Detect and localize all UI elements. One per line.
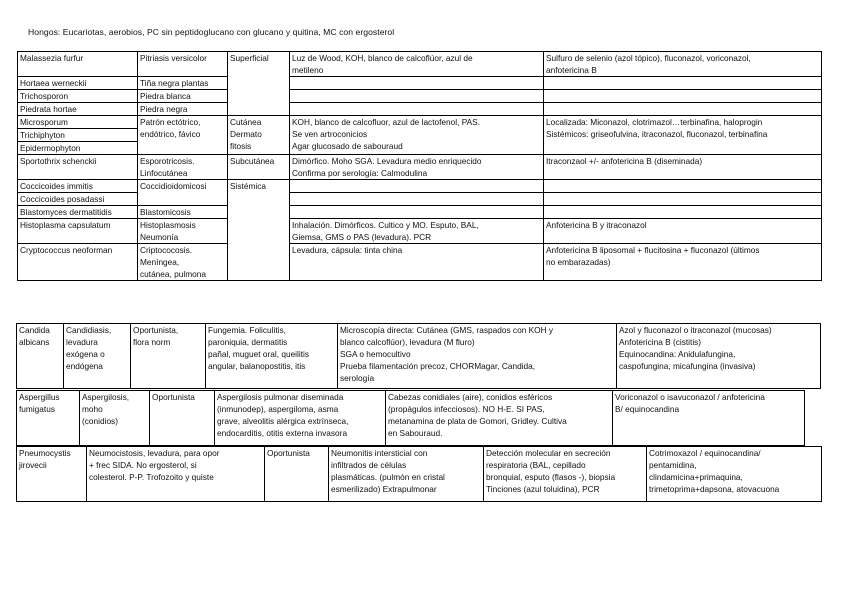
diagnosis-cell: KOH, blanco de calcofluor, azul de lactofenol, PAS. Se ven artroconicios Agar glucosado de sabouraud	[290, 116, 544, 155]
table-row	[18, 244, 822, 281]
candida-row-table	[16, 323, 821, 389]
diagnosis-cell	[290, 180, 544, 193]
organism-cell: Trichosporon	[18, 90, 138, 103]
mycosis-type-cell	[228, 103, 290, 116]
diagnosis-cell	[290, 206, 544, 219]
diagnosis-cell: Dimórfico. Moho SGA. Levadura medio enriquecido Confirma por serología: Calmodulina	[290, 155, 544, 180]
mycosis-type-cell: Superficial	[228, 52, 290, 77]
disease-cell: Piedra negra	[138, 103, 228, 116]
mycosis-type-cell: Sistémica	[228, 180, 290, 193]
table-row	[18, 206, 822, 219]
disease-cell: Tiña negra plantas	[138, 77, 228, 90]
mycosis-type-cell: Cutánea Dermato fitosis	[228, 116, 290, 155]
table-row	[18, 52, 822, 77]
organism-cell: Epidermophyton	[18, 142, 138, 155]
disease-cell: Coccidioidomicosi	[138, 180, 228, 193]
treatment-cell	[544, 206, 822, 219]
page-title: Hongos: Eucariotas, aerobios, PC sin peptidoglucano con glucano y quitina, MC con ergosterol	[28, 27, 395, 37]
treatment-cell: Sulfuro de selenio (azol tópico), fluconazol, voriconazol, anfotericina B	[544, 52, 822, 77]
organism-cell: Malassezia furfur	[18, 52, 138, 77]
organism-cell: Cryptococcus neoforman	[18, 244, 138, 281]
mycosis-type-cell	[228, 77, 290, 90]
organism-cell: Histoplasma capsulatum	[18, 219, 138, 244]
diagnosis-cell: Luz de Wood, KOH, blanco de calcoflúor, azul de metileno	[290, 52, 544, 77]
table-row	[17, 391, 805, 446]
disease-cell: Patrón ectótrico, endótrico, fávico	[138, 116, 228, 155]
table-row	[18, 116, 822, 129]
disease-cell: Pitriasis versicolor	[138, 52, 228, 77]
treatment-cell: Localizada: Miconazol, clotrimazol…terbinafina, haloprogin Sistémicos: griseofulvina, itraconazol, fluconazol, terbinafina	[544, 116, 822, 155]
pathogen-type-cell: Oportunista	[150, 391, 215, 446]
diagnosis-cell	[290, 193, 544, 206]
mycosis-type-cell	[228, 90, 290, 103]
disease-cell: Criptococosis. Meníngea, cutánea, pulmona	[138, 244, 228, 281]
treatment-cell: Voriconazol o isavuconazol / anfotericina B/ equinocandina	[613, 391, 805, 446]
disease-cell: Aspergilosis, moho (conidios)	[80, 391, 150, 446]
diagnosis-cell: Levadura, cápsula: tinta china	[290, 244, 544, 281]
treatment-cell	[544, 180, 822, 193]
diagnosis-cell	[290, 77, 544, 90]
organism-cell: Coccicoides immitis	[18, 180, 138, 193]
treatment-cell: Anfotericina B liposomal + flucitosina + fluconazol (últimos no embarazadas)	[544, 244, 822, 281]
table-row	[18, 90, 822, 103]
treatment-cell	[544, 103, 822, 116]
disease-cell: Candidiasis, levadura exógena o endógena	[64, 324, 131, 389]
disease-cell: Neumocistosis, levadura, para opor + frec SIDA. No ergosterol, si colesterol. P-P. Trofozoito y quiste	[87, 447, 265, 502]
treatment-cell: Itraconzaol +/- anfotericina B (diseminada)	[544, 155, 822, 180]
organism-cell: Pneumocystis jirovecii	[17, 447, 87, 502]
diagnosis-cell: Cabezas conidiales (aire), conidios esféricos (propágulos infecciosos). NO H-E. SI PAS, metanamina de plata de Gomori, Gridley. Cultiva en Sabouraud.	[386, 391, 613, 446]
disease-cell: Esporotricosis. Linfocutánea	[138, 155, 228, 180]
treatment-cell	[544, 193, 822, 206]
disease-cell: Histoplasmosis Neumonía	[138, 219, 228, 244]
table-row	[17, 447, 822, 502]
fungi-classification-table	[17, 51, 822, 281]
mycosis-type-cell: Subcutánea	[228, 155, 290, 180]
organism-cell: Candida albicans	[17, 324, 64, 389]
treatment-cell	[544, 90, 822, 103]
mycosis-type-cell	[228, 206, 290, 219]
diagnosis-cell: Inhalación. Dimórficos. Cultico y MO. Esputo, BAL, Giemsa, GMS o PAS (levadura). PCR	[290, 219, 544, 244]
table-row	[18, 193, 822, 206]
diagnosis-cell	[290, 90, 544, 103]
table-row	[18, 103, 822, 116]
pathogen-type-cell: Oportunista, flora norm	[131, 324, 206, 389]
treatment-cell: Cotrimoxazol / equinocandina/ pentamidina, clindamicina+primaquina, trimetoprima+dapsona, atovacuona	[647, 447, 822, 502]
diagnosis-cell: Detección molecular en secreción respiratoria (BAL, cepillado bronquial, esputo (flasos -), biopsia Tinciones (azul toluidina), PCR	[484, 447, 647, 502]
clinical-cell: Fungemia. Foliculitis, paroniquia, dermatitis pañal, muguet oral, queilitis angular, balanopostitis, itis	[206, 324, 338, 389]
organism-cell: Blastomyces dermatitidis	[18, 206, 138, 219]
disease-cell: Blastomicosis	[138, 206, 228, 219]
mycosis-type-cell	[228, 219, 290, 244]
table-row	[17, 324, 821, 389]
table-row	[18, 180, 822, 193]
diagnosis-cell: Microscopía directa: Cutánea (GMS, raspados con KOH y blanco calcoflúor), levadura (M fluro) SGA o hemocultivo Prueba filamentación precoz, CHORMagar, Candida, serología	[338, 324, 617, 389]
pneumocystis-row-table	[16, 446, 822, 502]
table-row	[18, 155, 822, 180]
diagnosis-cell	[290, 103, 544, 116]
treatment-cell	[544, 77, 822, 90]
organism-cell: Trichiphyton	[18, 129, 138, 142]
organism-cell: Hortaea werneckii	[18, 77, 138, 90]
disease-cell	[138, 193, 228, 206]
organism-cell: Sportothrix schenckii	[18, 155, 138, 180]
mycosis-type-cell	[228, 244, 290, 281]
pathogen-type-cell: Oportunista	[265, 447, 329, 502]
treatment-cell: Azol y fluconazol o itraconazol (mucosas) Anfotericina B (cistitis) Equinocandina: Anidulafungina, caspofungina, micafungina (invasiva)	[617, 324, 821, 389]
organism-cell: Aspergillus fumigatus	[17, 391, 80, 446]
organism-cell: Microsporum	[18, 116, 138, 129]
table-row	[18, 219, 822, 244]
mycosis-type-cell	[228, 193, 290, 206]
disease-cell: Piedra blanca	[138, 90, 228, 103]
organism-cell: Coccicoides posadassi	[18, 193, 138, 206]
aspergillus-row-table	[16, 390, 805, 446]
table-row	[18, 77, 822, 90]
organism-cell: Piedrata hortae	[18, 103, 138, 116]
clinical-cell: Aspergilosis pulmonar diseminada (inmunodep), aspergiloma, asma grave, alveolitis alérgica extrínseca, endocarditis, otitis externa invasora	[215, 391, 386, 446]
clinical-cell: Neumonitis intersticial con infiltrados de células plasmáticas. (pulmón en cristal esmerilizado) Extrapulmonar	[329, 447, 484, 502]
treatment-cell: Anfotericina B y itraconazol	[544, 219, 822, 244]
